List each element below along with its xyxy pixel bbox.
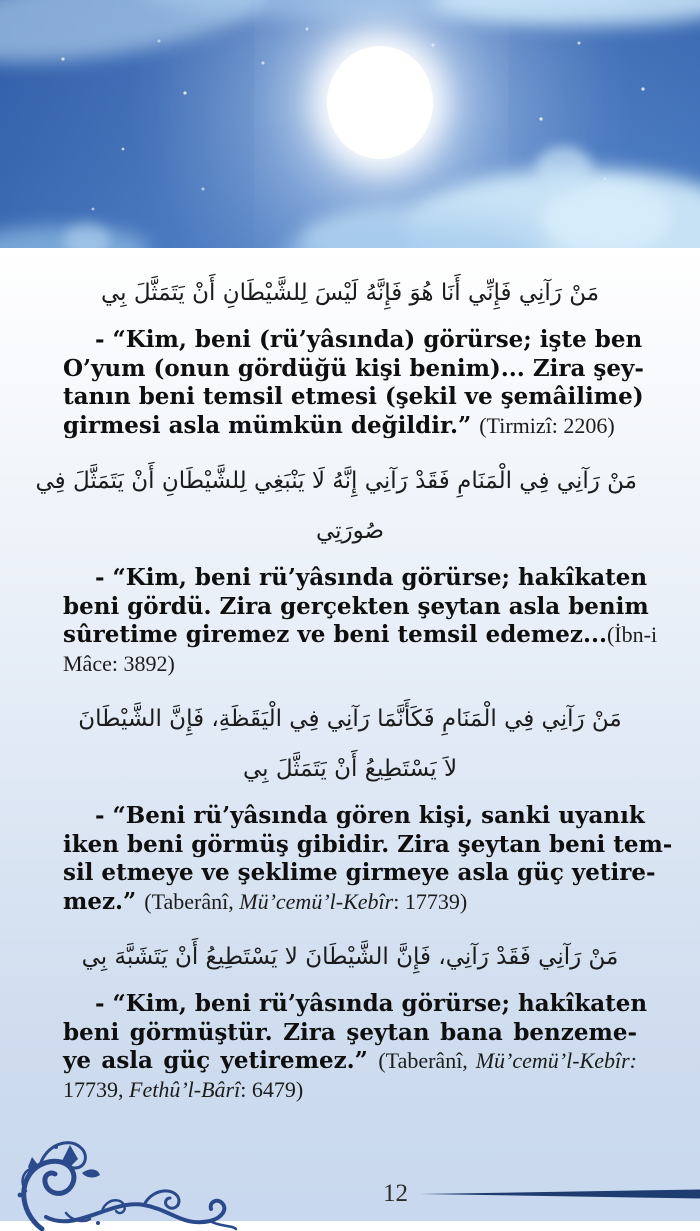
source-citation: Mâce: 3892): [63, 650, 175, 676]
text-line: [63, 592, 649, 622]
text-line: [63, 621, 658, 650]
source-citation: (İbn-i: [606, 622, 658, 647]
turkish-translation: [63, 990, 648, 1104]
hadith-translation-text: mez.”: [63, 887, 145, 915]
full-moon: [327, 46, 433, 159]
text-line: [63, 354, 644, 384]
text-line: [63, 650, 637, 679]
night-sky-image: [0, 0, 700, 248]
text-line: [63, 412, 637, 441]
hadith-translation-text: - “Beni rü’yâsında gören kişi, sanki uyanık: [95, 802, 645, 829]
arabic-hadith-text: لاَ يَسْتَطِيعُ أَنْ يَتَمَثَّلَ بِي: [242, 756, 458, 782]
arabic-hadith-text: مَنْ رَآنِي فِي الْمَنَامِ فَقَدْ رَآنِي إِنَّهُ لَا يَنْبَغِي لِلشَّيْطَانِ أَنْ يَتَمَثَّلَ فِي: [35, 468, 637, 494]
source-citation: : 17739): [393, 888, 468, 914]
page-number: 12: [383, 1180, 408, 1207]
text-line: [63, 564, 648, 593]
text-line: [63, 830, 673, 860]
text-line: [63, 1019, 637, 1048]
turkish-translation: [63, 326, 644, 440]
source-citation: (Tirmizî: 2206): [479, 412, 615, 438]
hadith-section-2: [35, 456, 658, 678]
text-line: [63, 1047, 637, 1076]
hadith-translation-text: - “Kim, beni rü’yâsında görürse; hakîkaten: [95, 990, 648, 1017]
turkish-translation: [63, 802, 673, 916]
hadith-section-1: [63, 268, 644, 440]
footer-rule: [420, 1189, 700, 1199]
hadith-translation-text: - “Kim, beni rü’yâsında görürse; hakîkaten: [95, 564, 648, 591]
hadith-translation-text: sûretime giremez ve beni temsil edemez...: [63, 621, 607, 648]
text-line: [63, 859, 656, 888]
page-content: [0, 248, 700, 1221]
source-citation: (Taberânî,: [144, 888, 240, 914]
turkish-translation: [63, 564, 658, 678]
source-citation: Mü’cemü’l-Kebîr:: [475, 1048, 637, 1073]
hadith-section-3: [63, 694, 673, 916]
hadith-translation-text: sil etmeye ve şeklime girmeye asla güç yetire-: [63, 859, 656, 886]
cloud-bottom-right-3: [542, 182, 672, 248]
hadith-translation-text: beni gördü. Zira gerçekten şeytan asla benim: [63, 592, 649, 620]
text-line: [63, 1076, 637, 1105]
arabic-hadith-text: مَنْ رَآنِي فِي الْمَنَامِ فَكَأَنَّمَا رَآنِي فِي الْيَقَظَةِ، فَإِنَّ الشَّيْطَانَ: [78, 706, 622, 732]
text-line: [63, 326, 643, 355]
arabic-hadith-text: صُورَتِي: [315, 518, 385, 544]
hadith-translation-text: - “Kim, beni (rü’yâsında) görürse; işte ben: [95, 326, 643, 353]
hadith-translation-text: O’yum (onun gördüğü kişi benim)... Zira şey-: [63, 354, 644, 382]
text-line: [63, 383, 644, 412]
arabic-hadith-text: مَنْ رَآنِي فَإِنِّي أَنَا هُوَ فَإِنَّهُ لَيْسَ لِلشَّيْطَانِ أَنْ يَتَمَثَّلَ بِي: [100, 280, 600, 306]
hadith-translation-text: beni görmüştür. Zira şeytan bana benzeme-: [63, 1018, 637, 1046]
footer: [0, 1179, 700, 1209]
hadith-translation-text: tanın beni temsil etmesi (şekil ve şemâilime): [63, 383, 644, 410]
cloud-puff: [536, 146, 592, 190]
text-line: [63, 990, 648, 1019]
source-citation: (Taberânî,: [378, 1048, 476, 1073]
hadith-translation-text: iken beni görmüş gibidir. Zira şeytan beni tem-: [63, 830, 673, 858]
source-citation: Mü’cemü’l-Kebîr: [239, 888, 394, 914]
source-citation: 17739,: [63, 1076, 129, 1102]
source-citation: Fethû’l-Bârî: [129, 1076, 241, 1102]
source-citation: : 6479): [240, 1076, 304, 1102]
text-line: [63, 888, 637, 917]
text-line: [63, 802, 645, 831]
hadith-translation-text: ye asla güç yetiremez.”: [63, 1047, 379, 1074]
hadith-section-4: [63, 932, 648, 1104]
arabic-hadith-text: مَنْ رَآنِي فَقَدْ رَآنِي، فَإِنَّ الشَّيْطَانَ لا يَسْتَطِيعُ أَنْ يَتَشَبَّهَ بِي: [81, 944, 619, 970]
hadith-translation-text: girmesi asla mümkün değildir.”: [63, 411, 480, 439]
